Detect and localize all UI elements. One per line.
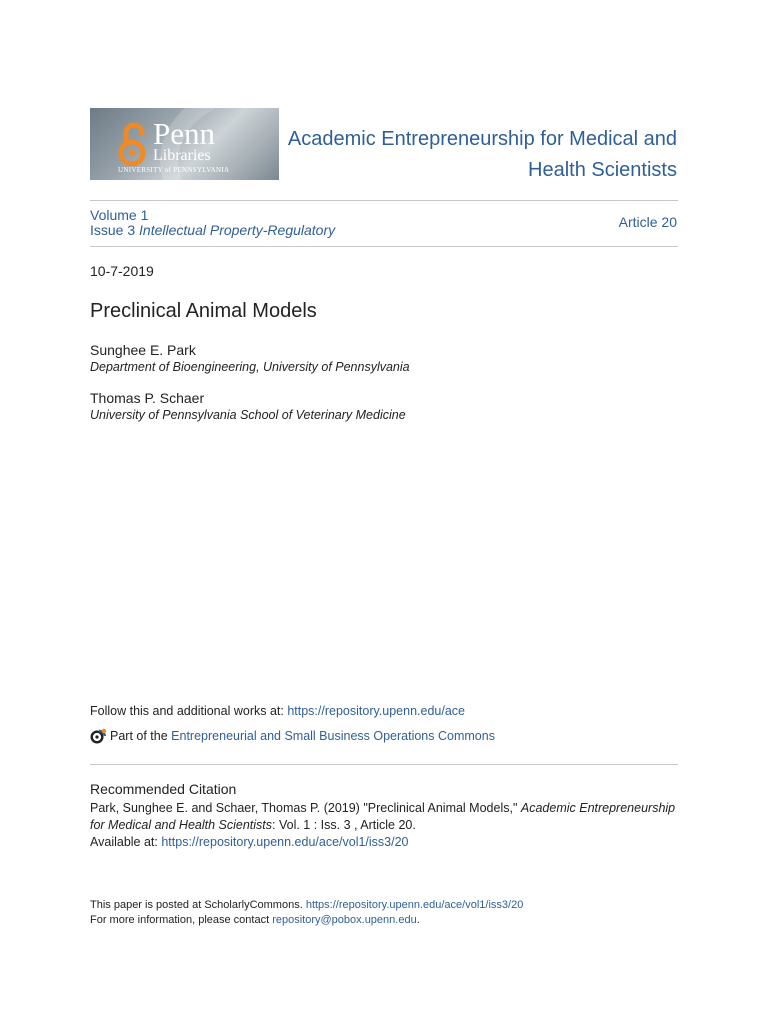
logo-penn-text: Penn <box>153 116 215 151</box>
commons-link[interactable]: Entrepreneurial and Small Business Operations Commons <box>171 729 495 743</box>
citation-divider <box>90 764 678 765</box>
contact-email-link[interactable]: repository@pobox.upenn.edu <box>272 914 417 926</box>
volume-issue-block <box>90 208 335 238</box>
article-title: Preclinical Animal Models <box>90 300 317 322</box>
citation-prefix: Park, Sunghee E. and Schaer, Thomas P. (2019) "Preclinical Animal Models," <box>90 801 521 815</box>
available-at-line <box>90 835 409 849</box>
recommended-citation-heading: Recommended Citation <box>90 781 237 797</box>
penn-libraries-logo <box>90 108 279 180</box>
article-number-link[interactable]: Article 20 <box>618 214 677 230</box>
author-name-1: Sunghee E. Park <box>90 342 196 358</box>
follow-link[interactable]: https://repository.upenn.edu/ace <box>287 704 465 718</box>
follow-line <box>90 704 465 718</box>
author-affiliation-2: University of Pennsylvania School of Veterinary Medicine <box>90 408 406 422</box>
publication-date: 10-7-2019 <box>90 263 154 279</box>
citation-suffix: : Vol. 1 : Iss. 3 , Article 20. <box>272 818 416 832</box>
issue-divider <box>90 246 678 247</box>
part-of-text: Part of the <box>110 729 168 743</box>
network-commons-icon <box>90 728 107 744</box>
author-affiliation-1: Department of Bioengineering, University of Pennsylvania <box>90 360 410 374</box>
issue-link[interactable]: Issue 3 <box>90 222 136 238</box>
available-link[interactable]: https://repository.upenn.edu/ace/vol1/iss3/20 <box>161 835 409 849</box>
author-name-2: Thomas P. Schaer <box>90 390 205 406</box>
citation-journal: Academic Entrepreneurship for Medical and Health Scientists <box>90 801 676 832</box>
logo-libraries-text: Libraries <box>153 147 211 164</box>
contact-line <box>90 914 420 926</box>
journal-title[interactable] <box>257 124 677 186</box>
posted-line <box>90 899 523 911</box>
section-link[interactable]: Intellectual Property-Regulatory <box>139 222 336 238</box>
contact-end: . <box>416 914 420 926</box>
volume-link[interactable]: Volume 1 <box>90 207 149 223</box>
open-access-lock-icon <box>118 122 150 166</box>
journal-title-line2[interactable]: Health Scientists <box>528 159 677 181</box>
posted-text: This paper is posted at ScholarlyCommons. <box>90 899 306 911</box>
citation-text <box>90 800 678 834</box>
part-of-line <box>90 728 495 744</box>
top-divider <box>90 200 678 201</box>
posted-link[interactable]: https://repository.upenn.edu/ace/vol1/iss3/20 <box>305 899 524 911</box>
logo-university-text: UNIVERSITY of PENNSYLVANIA <box>118 166 230 174</box>
contact-text: For more information, please contact <box>90 914 273 926</box>
journal-title-line1[interactable]: Academic Entrepreneurship for Medical and <box>287 128 677 150</box>
follow-text: Follow this and additional works at: <box>90 704 288 718</box>
available-text: Available at: <box>90 835 162 849</box>
